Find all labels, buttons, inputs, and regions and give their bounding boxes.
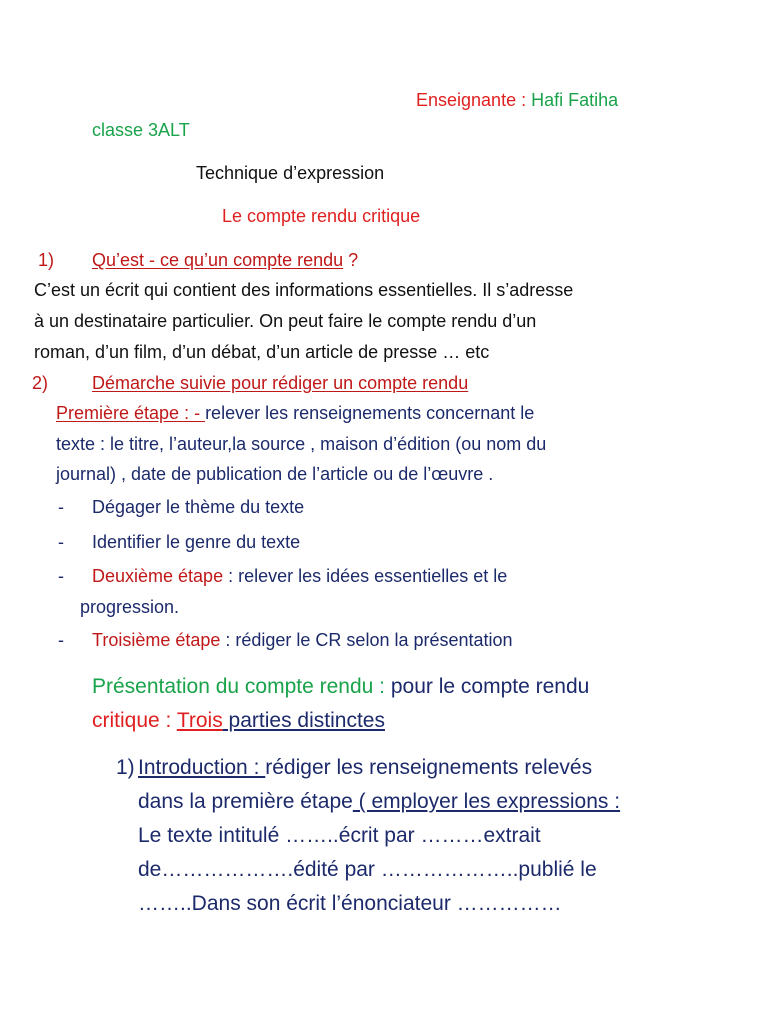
presentation-line-2	[92, 709, 385, 733]
intro-text: rédiger les renseignements relevés	[265, 756, 593, 779]
parties-text: parties distinctes	[222, 709, 385, 732]
bullet-dash: -	[58, 566, 64, 586]
bullet-second-step	[92, 566, 507, 587]
intro-line-3: Le texte intitulé ……..écrit par ………extrait	[138, 824, 541, 847]
third-step-text: : rédiger le CR selon la présentation	[220, 630, 513, 650]
trois-word: Trois	[176, 709, 223, 732]
intro-line-4: de……………….édité par ………………..publié le	[138, 858, 597, 881]
section1-heading	[92, 250, 358, 271]
second-step-text: : relever les idées essentielles et le	[223, 566, 508, 586]
section1-body-line: C’est un écrit qui contient des informations essentielles. Il s’adresse	[34, 280, 574, 300]
teacher-label: Enseignante :	[416, 90, 532, 110]
teacher-line	[416, 90, 618, 111]
bullet-genre: Identifier le genre du texte	[92, 532, 301, 552]
intro-number: 1)	[116, 756, 135, 779]
section1-body-line: roman, d’un film, d’un débat, d’un article de presse … etc	[34, 342, 490, 362]
bullet-theme: Dégager le thème du texte	[92, 497, 305, 517]
section1-body-line: à un destinataire particulier. On peut faire le compte rendu d’un	[34, 311, 537, 331]
intro-line2-b: ( employer les expressions :	[352, 790, 621, 813]
second-step-label: Deuxième étape	[92, 566, 224, 586]
page-title: Le compte rendu critique	[222, 206, 421, 226]
bullet-dash: -	[58, 532, 64, 552]
class-label: classe 3ALT	[92, 120, 190, 140]
presentation-line	[92, 675, 589, 699]
section1-number: 1)	[38, 250, 55, 270]
critique-label: critique :	[92, 709, 177, 732]
section1-heading-suffix: ?	[343, 250, 359, 270]
second-step-cont: progression.	[80, 597, 180, 617]
first-step-label: Première étape : -	[56, 403, 206, 423]
section1-heading-text: Qu’est - ce qu’un compte rendu	[92, 250, 344, 270]
intro-label: Introduction :	[138, 756, 266, 779]
intro-line-5: ……..Dans son écrit l’énonciateur ……………	[138, 892, 562, 915]
first-step-line	[56, 403, 534, 424]
presentation-label: Présentation du compte rendu :	[92, 675, 391, 698]
first-step-cont: texte : le titre, l’auteur,la source , maison d’édition (ou nom du	[56, 434, 547, 454]
teacher-name: Hafi Fatiha	[531, 90, 619, 110]
intro-line-1	[138, 756, 592, 780]
intro-line-2	[138, 790, 620, 814]
first-step-text: relever les renseignements concernant le	[205, 403, 535, 423]
section2-number: 2)	[32, 373, 49, 393]
bullet-dash: -	[58, 630, 64, 650]
subject-title: Technique d’expression	[196, 163, 385, 183]
section2-heading: Démarche suivie pour rédiger un compte rendu	[92, 373, 469, 393]
intro-line2-a: dans la première étape	[138, 790, 353, 813]
bullet-dash: -	[58, 497, 64, 517]
bullet-third-step	[92, 630, 513, 651]
first-step-cont: journal) , date de publication de l’article ou de l’œuvre .	[56, 464, 494, 484]
presentation-text: pour le compte rendu	[390, 675, 590, 698]
third-step-label: Troisième étape	[92, 630, 221, 650]
